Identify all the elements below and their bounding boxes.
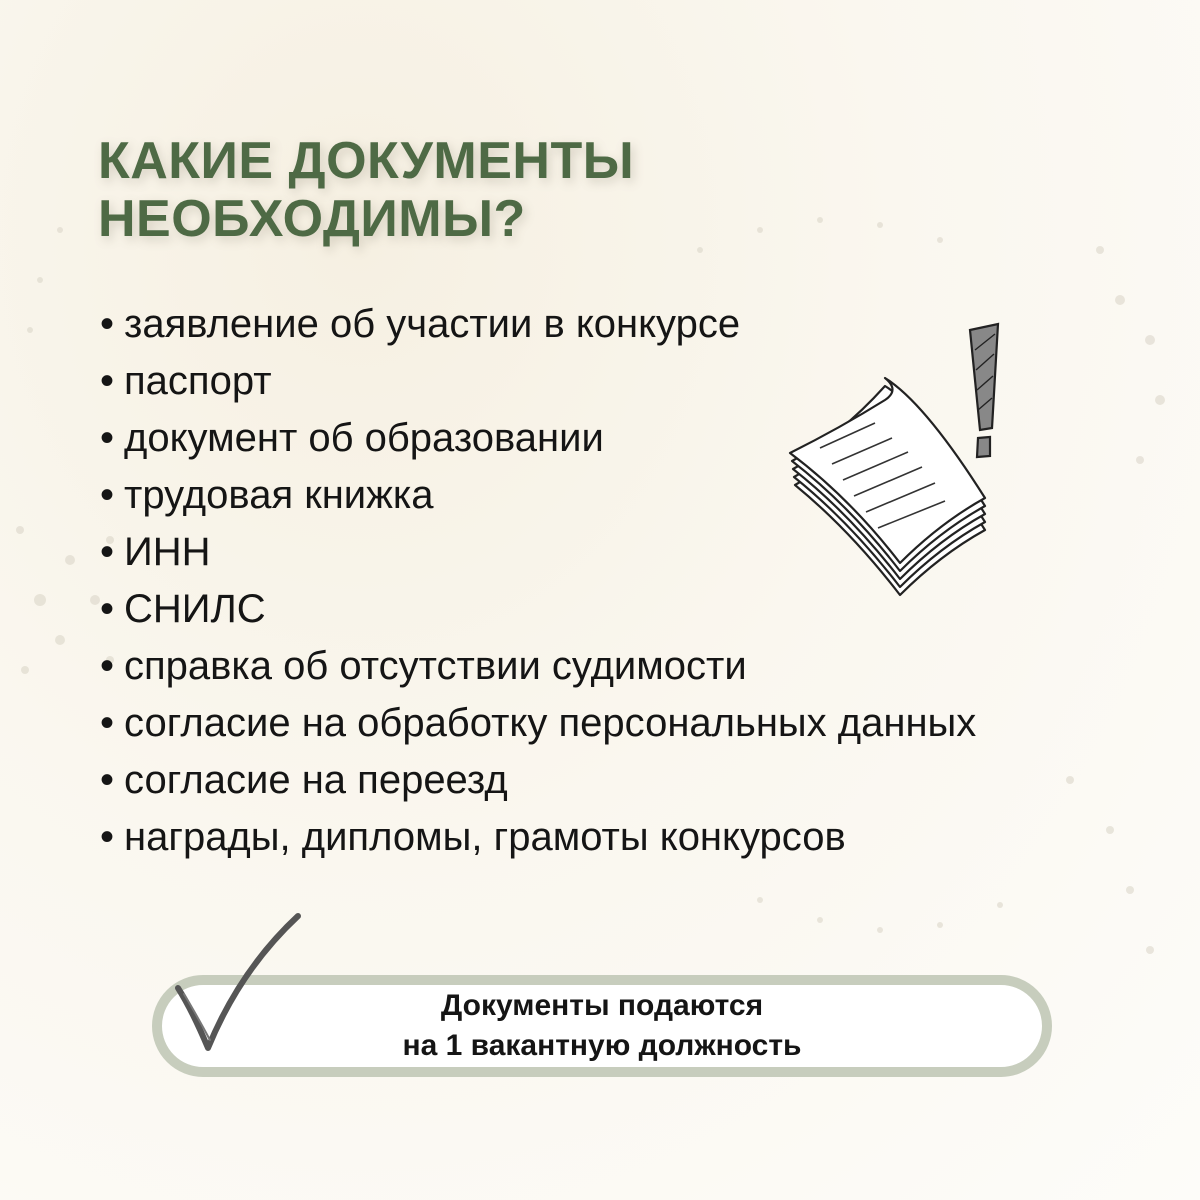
list-item: • документ об образовании	[100, 410, 976, 467]
list-item: • ИНН	[100, 524, 976, 581]
list-item: • справка об отсутствии судимости	[100, 638, 976, 695]
list-item: • согласие на обработку персональных данных	[100, 695, 976, 752]
papers-illustration	[780, 320, 1020, 600]
papers-icon	[790, 378, 985, 595]
list-item: • заявление об участии в конкурсе	[100, 296, 976, 353]
title-line-1: КАКИЕ ДОКУМЕНТЫ	[98, 132, 635, 190]
note-line-2: на 1 вакантную должность	[402, 1029, 802, 1062]
note-line-1: Документы подаются	[440, 989, 764, 1022]
page-title	[98, 132, 634, 248]
checkmark-icon	[170, 910, 310, 1060]
list-item: • трудовая книжка	[100, 467, 976, 524]
list-item: • согласие на переезд	[100, 752, 976, 809]
list-item: • СНИЛС	[100, 581, 976, 638]
title-line-2: НЕОБХОДИМЫ?	[98, 190, 526, 248]
exclamation-icon	[970, 324, 998, 457]
list-item: • паспорт	[100, 353, 976, 410]
list-item: • награды, дипломы, грамоты конкурсов	[100, 809, 976, 866]
